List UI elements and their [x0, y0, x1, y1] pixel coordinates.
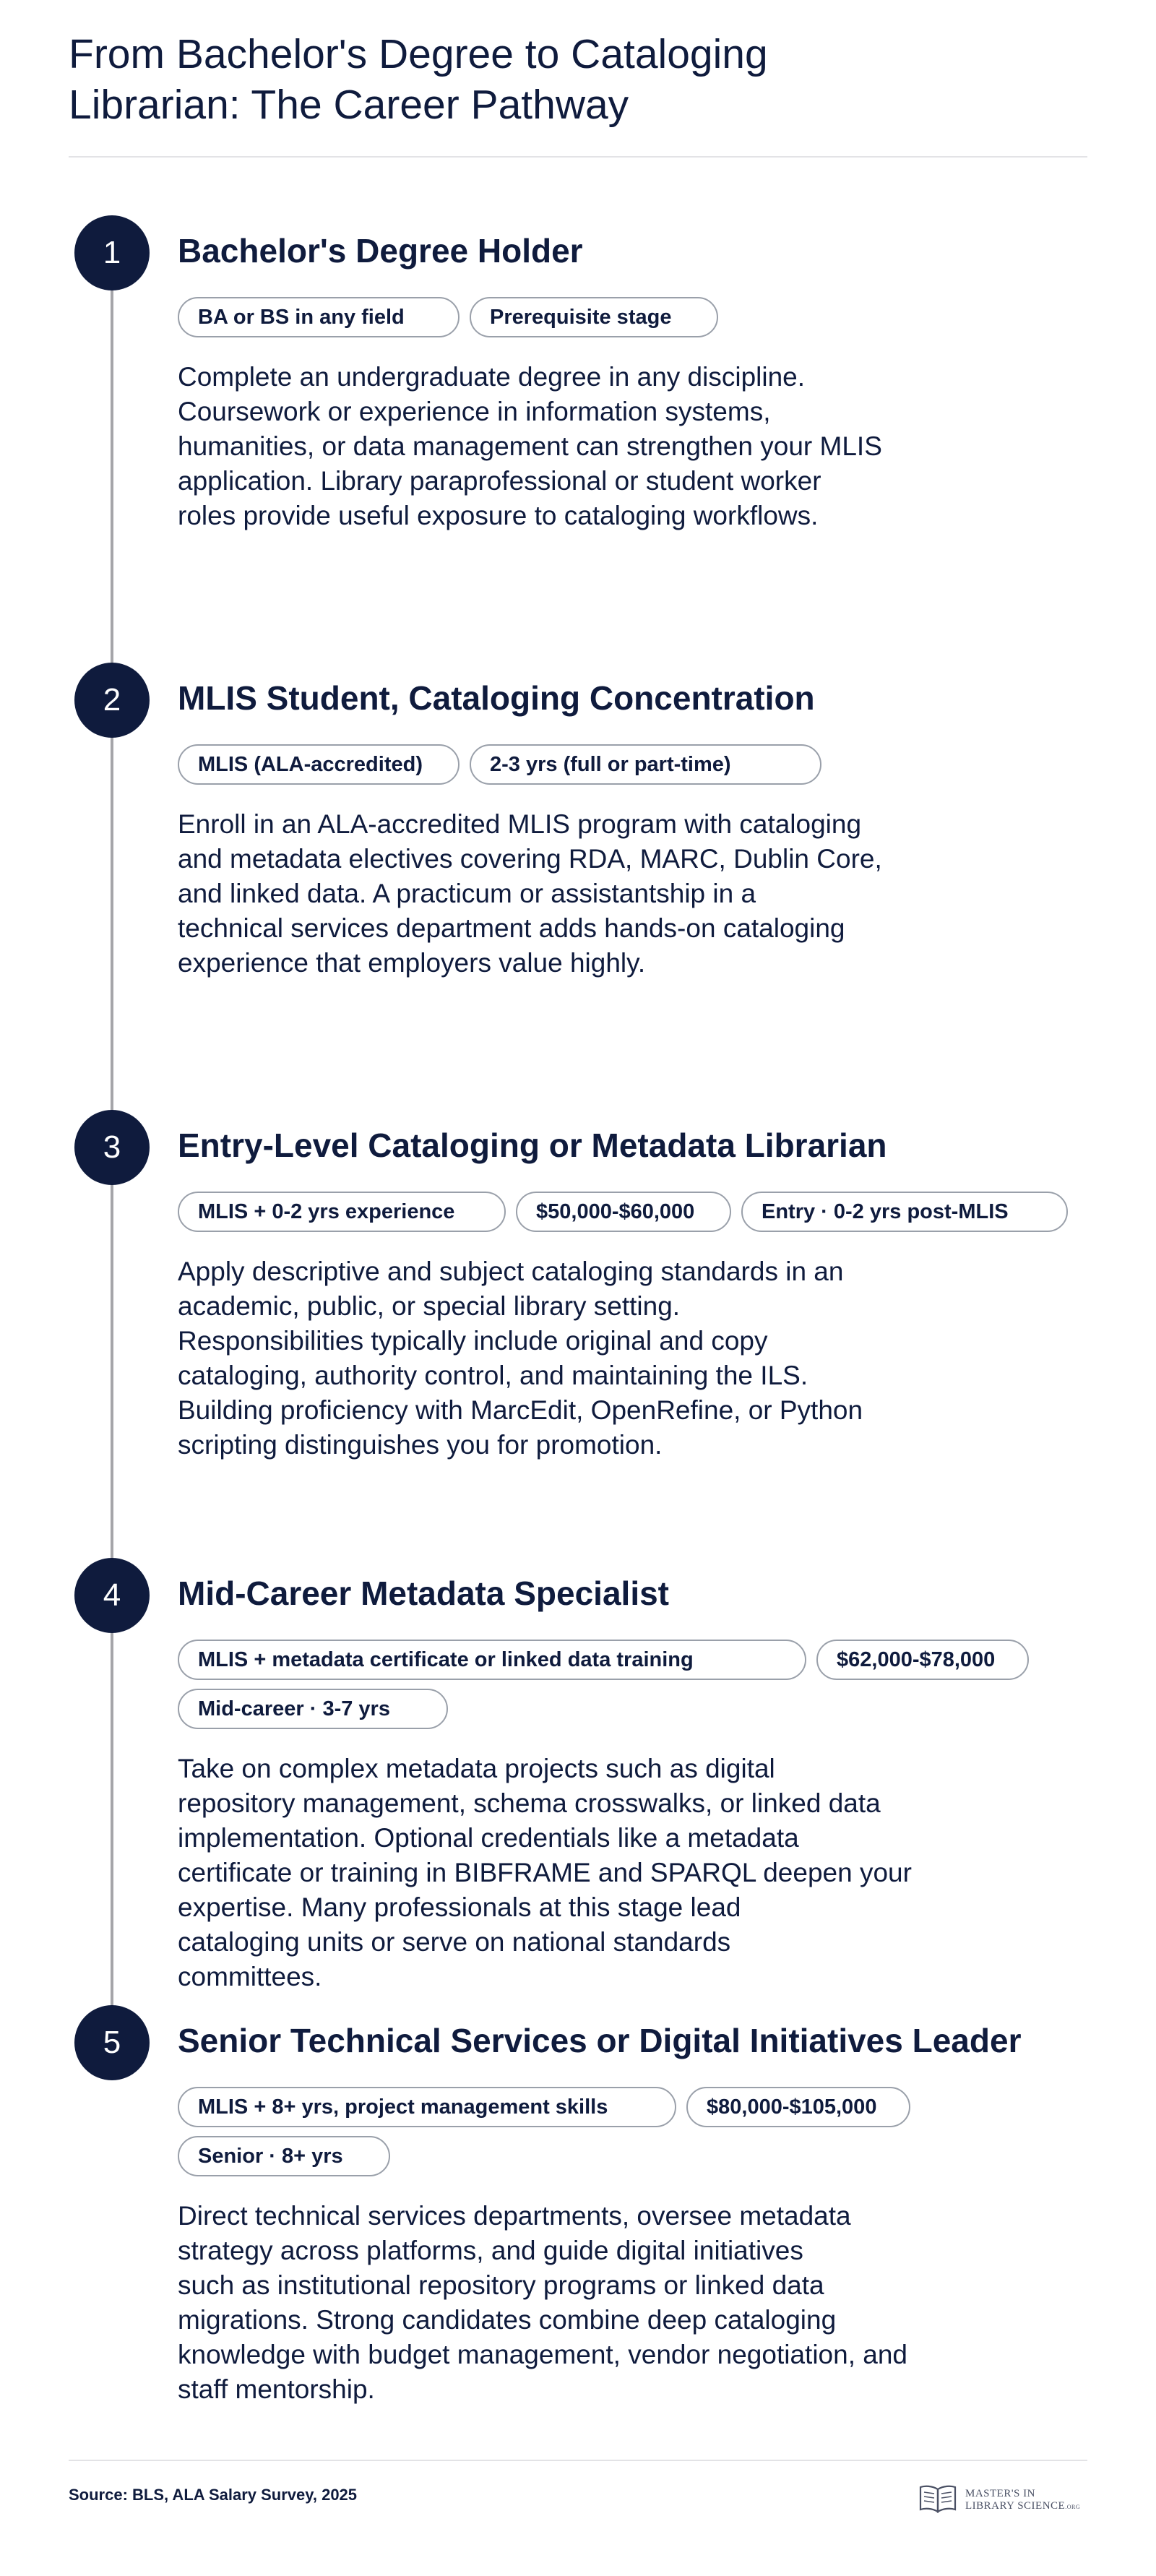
step-tags: [178, 1640, 1088, 1729]
step-title: Senior Technical Services or Digital Initiatives Leader: [178, 2022, 1022, 2059]
tag-career-stage: Senior · 8+ yrs: [178, 2136, 390, 2176]
step-number-badge: 3: [74, 1110, 150, 1185]
step-number-badge: 2: [74, 663, 150, 738]
step-tags: [178, 2087, 1088, 2176]
step-description: Take on complex metadata projects such as digital repository management, schema crosswalks, or linked data implementation. Optional credentials like a metadata certificate or training in BIBFRAME and SPARQL deepen your expertise. Many professionals at this stage lead cataloging units or serve on national standards committees.: [178, 1754, 912, 1991]
tag-credential: MLIS + 0-2 yrs experience: [178, 1192, 506, 1232]
tag-credential: MLIS + metadata certificate or linked data training: [178, 1640, 806, 1680]
step-description: Apply descriptive and subject cataloging standards in an academic, public, or special library setting. Responsibilities typically include original and copy cataloging, authority control, and maintaining the ILS. Building proficiency with MarcEdit, OpenRefine, or Python scripting distinguishes you for promotion.: [178, 1257, 863, 1460]
step-description: Direct technical services departments, oversee metadata strategy across platforms, and guide digital initiatives such as institutional repository programs or linked data migrations. Strong candidates combine deep cataloging knowledge with budget management, vendor negotiation, and staff mentorship.: [178, 2201, 907, 2404]
tag-career-stage: Mid-career · 3-7 yrs: [178, 1689, 448, 1729]
step-description: Enroll in an ALA-accredited MLIS program with cataloging and metadata electives covering RDA, MARC, Dublin Core, and linked data. A practicum or assistantship in a technical services department adds hands-on cataloging experience that employers value highly.: [178, 809, 882, 978]
step-number-badge: 1: [74, 215, 150, 290]
step-title: Bachelor's Degree Holder: [178, 232, 583, 270]
tag-duration: 2-3 yrs (full or part-time): [470, 744, 821, 785]
tag-salary: $50,000-$60,000: [516, 1192, 731, 1232]
logo-wordmark: MASTER'S IN LIBRARY SCIENCE.ORG: [965, 2487, 1081, 2512]
tag-duration: Prerequisite stage: [470, 297, 718, 337]
tag-credential: MLIS (ALA-accredited): [178, 744, 460, 785]
step-title: Mid-Career Metadata Specialist: [178, 1575, 670, 1612]
step-title: Entry-Level Cataloging or Metadata Librarian: [178, 1127, 887, 1164]
tag-salary: $80,000-$105,000: [686, 2087, 910, 2127]
site-logo: [918, 2478, 1088, 2522]
header-divider: [69, 156, 1087, 158]
source-note: Source: BLS, ALA Salary Survey, 2025: [69, 2486, 358, 2504]
step-number-badge: 4: [74, 1558, 150, 1633]
footer-divider: [69, 2460, 1087, 2461]
step-number-badge: 5: [74, 2005, 150, 2080]
page-title: [69, 29, 791, 130]
page-title-line-1: From Bachelor's Degree to Cataloging: [69, 31, 768, 77]
step-description: Complete an undergraduate degree in any discipline. Coursework or experience in information systems, humanities, or data management can strengthen your MLIS application. Library paraprofessional or student worker roles provide useful exposure to cataloging workflows.: [178, 362, 882, 530]
tag-salary: $62,000-$78,000: [816, 1640, 1029, 1680]
step-tags: [178, 1192, 1088, 1232]
step-tags: [178, 297, 1088, 337]
tag-credential: MLIS + 8+ yrs, project management skills: [178, 2087, 676, 2127]
step-title: MLIS Student, Cataloging Concentration: [178, 679, 815, 717]
step-tags: [178, 744, 1088, 785]
tag-career-stage: Entry · 0-2 yrs post-MLIS: [741, 1192, 1068, 1232]
tag-credential: BA or BS in any field: [178, 297, 460, 337]
page-title-line-2: Librarian: The Career Pathway: [69, 82, 629, 128]
open-book-icon: [918, 2484, 958, 2517]
